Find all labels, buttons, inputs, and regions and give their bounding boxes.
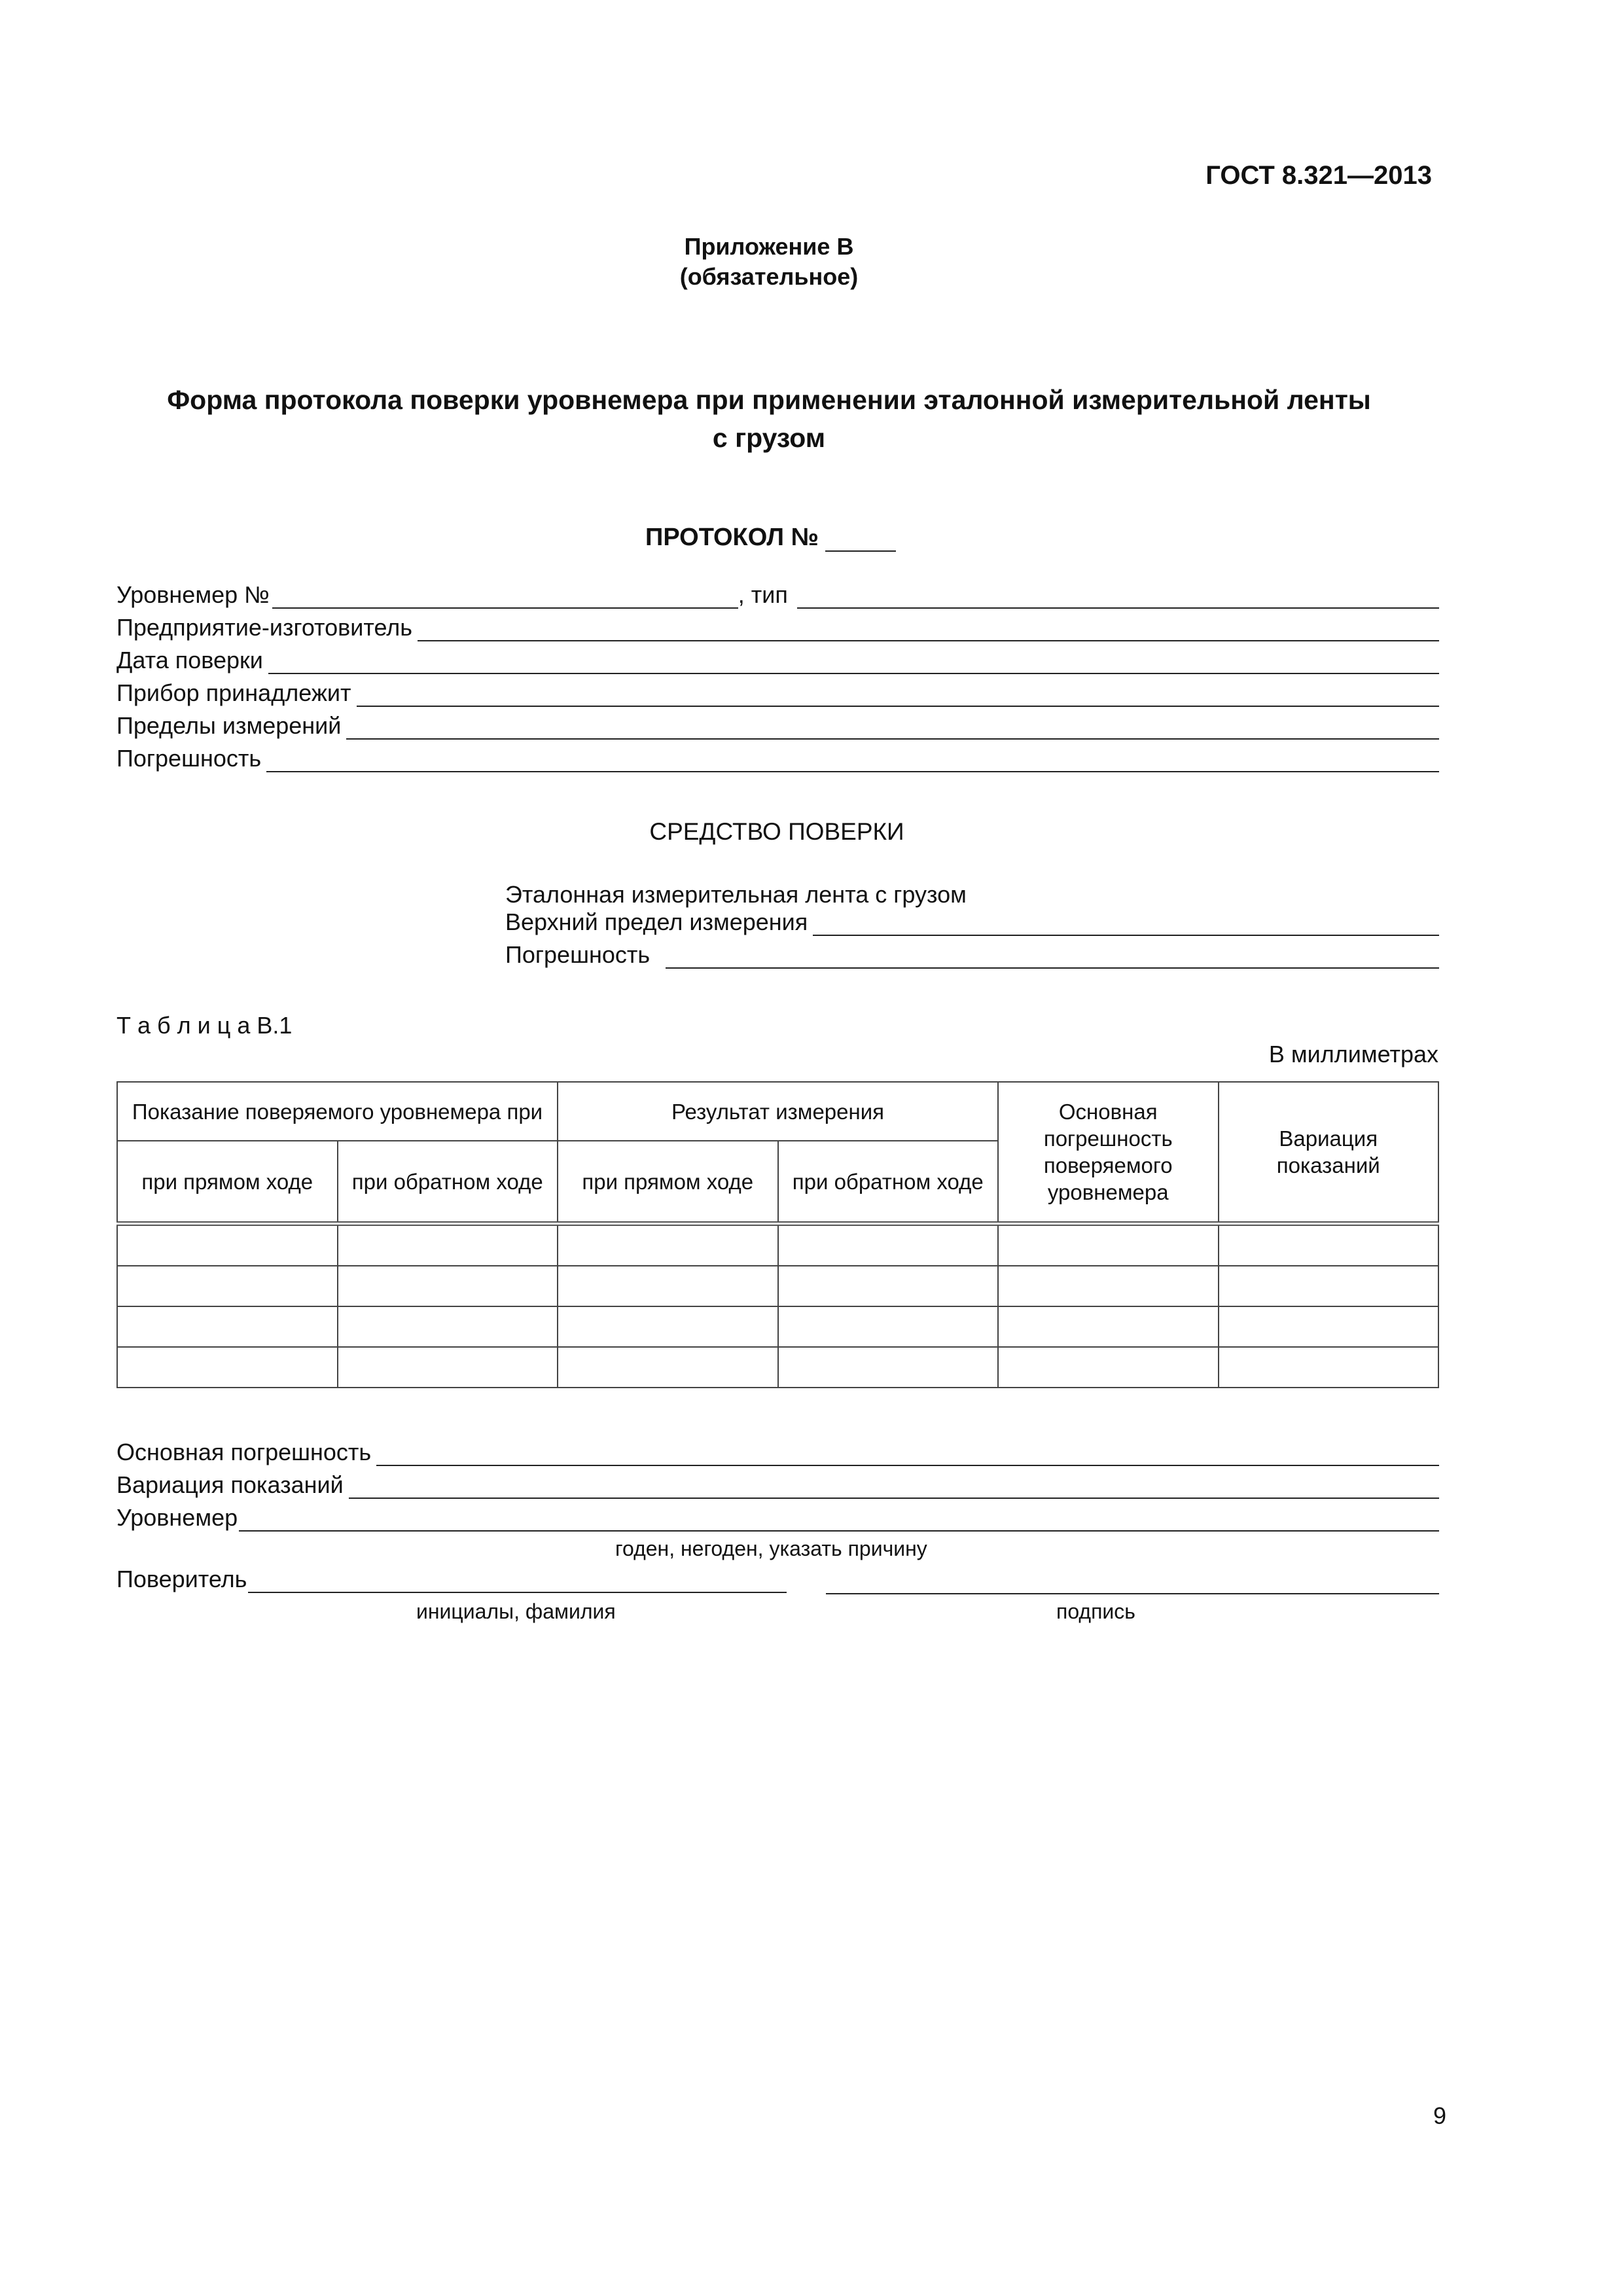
- variation-field[interactable]: [349, 1475, 1439, 1499]
- header-variation-text: Вариация показаний: [1276, 1126, 1380, 1177]
- table-cell[interactable]: [338, 1224, 558, 1266]
- table-cell[interactable]: [558, 1347, 778, 1388]
- upper-limit-row: [505, 906, 1439, 936]
- main-error-label: Основная погрешность: [116, 1439, 372, 1465]
- manufacturer-row: [116, 611, 1439, 641]
- table-cell[interactable]: [117, 1306, 338, 1347]
- table-cell[interactable]: [338, 1306, 558, 1347]
- variation-row: [116, 1469, 1439, 1499]
- protocol-label: ПРОТОКОЛ №: [645, 524, 819, 551]
- means-error-row: [505, 939, 1439, 969]
- header-main-error: Основная погрешность поверяемого уровнемера: [998, 1082, 1219, 1224]
- table-cell[interactable]: [1219, 1306, 1439, 1347]
- document-code: ГОСТ 8.321—2013: [1205, 161, 1432, 190]
- variation-label: Вариация показаний: [116, 1471, 344, 1498]
- means-error-field[interactable]: [666, 945, 1439, 969]
- table-cell[interactable]: [1219, 1266, 1439, 1306]
- table-row: [117, 1266, 1438, 1306]
- header-forward-2: при прямом ходе: [558, 1141, 778, 1224]
- table-cell[interactable]: [117, 1266, 338, 1306]
- form-title-line1: Форма протокола поверки уровнемера при применении эталонной измерительной ленты: [167, 385, 1371, 415]
- date-label: Дата поверки: [116, 647, 263, 673]
- owner-label: Прибор принадлежит: [116, 679, 351, 706]
- table-cell[interactable]: [778, 1347, 999, 1388]
- table-cell[interactable]: [998, 1224, 1219, 1266]
- date-row: [116, 644, 1439, 674]
- tape-label: Эталонная измерительная лента с грузом: [505, 881, 967, 908]
- error-field[interactable]: [266, 749, 1439, 772]
- table-cell[interactable]: [338, 1266, 558, 1306]
- owner-row: [116, 677, 1439, 707]
- main-error-field[interactable]: [376, 1443, 1439, 1466]
- gauge-verdict-hint: годен, негоден, указать причину: [615, 1537, 927, 1560]
- gauge-label: Уровнемер: [116, 1504, 238, 1531]
- appendix-title: Приложение В: [684, 233, 854, 260]
- verifier-name-field[interactable]: [248, 1570, 787, 1593]
- main-error-row: [116, 1436, 1439, 1466]
- header-reverse-1: при обратном ходе: [338, 1141, 558, 1224]
- manufacturer-label: Предприятие-изготовитель: [116, 614, 413, 641]
- range-row: [116, 709, 1439, 740]
- table-cell[interactable]: [998, 1266, 1219, 1306]
- means-error-label: Погрешность: [505, 941, 651, 968]
- verification-means-heading: СРЕДСТВО ПОВЕРКИ: [649, 818, 904, 845]
- level-gauge-no-label: Уровнемер №: [116, 581, 270, 608]
- owner-field[interactable]: [357, 683, 1439, 707]
- table-cell[interactable]: [558, 1224, 778, 1266]
- measurement-table: [116, 1081, 1439, 1388]
- table-row: [117, 1347, 1438, 1388]
- table-cell[interactable]: [1219, 1224, 1439, 1266]
- verifier-row: [116, 1563, 787, 1593]
- header-reverse-2: при обратном ходе: [778, 1141, 999, 1224]
- header-gauge-reading: Показание поверяемого уровнемера при: [117, 1082, 558, 1141]
- header-forward-1: при прямом ходе: [117, 1141, 338, 1224]
- level-gauge-no-field[interactable]: [272, 585, 738, 609]
- upper-limit-label: Верхний предел измерения: [505, 908, 808, 935]
- table-cell[interactable]: [117, 1224, 338, 1266]
- range-label: Пределы измерений: [116, 712, 342, 739]
- form-title-line2: с грузом: [712, 423, 826, 453]
- upper-limit-field[interactable]: [813, 912, 1439, 936]
- date-field[interactable]: [268, 651, 1439, 674]
- table-row: [117, 1306, 1438, 1347]
- type-label: , тип: [738, 581, 788, 608]
- verifier-name-hint: инициалы, фамилия: [416, 1600, 616, 1623]
- table-cell[interactable]: [778, 1306, 999, 1347]
- gauge-verdict-row: [116, 1501, 1439, 1532]
- table-cell[interactable]: [558, 1266, 778, 1306]
- gauge-verdict-field[interactable]: [239, 1508, 1439, 1532]
- table-row: [117, 1224, 1438, 1266]
- table-caption: Т а б л и ц а В.1: [116, 1012, 293, 1039]
- table-units: В миллиметрах: [1268, 1041, 1438, 1067]
- error-row: [116, 742, 1439, 772]
- table-cell[interactable]: [117, 1347, 338, 1388]
- table-cell[interactable]: [338, 1347, 558, 1388]
- table-cell[interactable]: [558, 1306, 778, 1347]
- error-label: Погрешность: [116, 745, 262, 772]
- appendix-status: (обязательное): [679, 263, 859, 290]
- level-gauge-row: [116, 579, 1439, 609]
- page-number: 9: [1433, 2102, 1446, 2129]
- table-cell[interactable]: [998, 1306, 1219, 1347]
- table-cell[interactable]: [778, 1266, 999, 1306]
- signature-hint: подпись: [1056, 1600, 1135, 1623]
- header-measurement-result: Результат измерения: [558, 1082, 998, 1141]
- range-field[interactable]: [346, 716, 1439, 740]
- manufacturer-field[interactable]: [418, 618, 1439, 641]
- verifier-label: Поверитель: [116, 1566, 247, 1592]
- header-variation: [1219, 1082, 1439, 1224]
- table-cell[interactable]: [1219, 1347, 1439, 1388]
- signature-field[interactable]: [826, 1563, 1439, 1594]
- table-cell[interactable]: [778, 1224, 999, 1266]
- table-cell[interactable]: [998, 1347, 1219, 1388]
- protocol-heading: [645, 524, 896, 552]
- type-field[interactable]: [797, 585, 1439, 609]
- protocol-number-field[interactable]: [825, 527, 896, 552]
